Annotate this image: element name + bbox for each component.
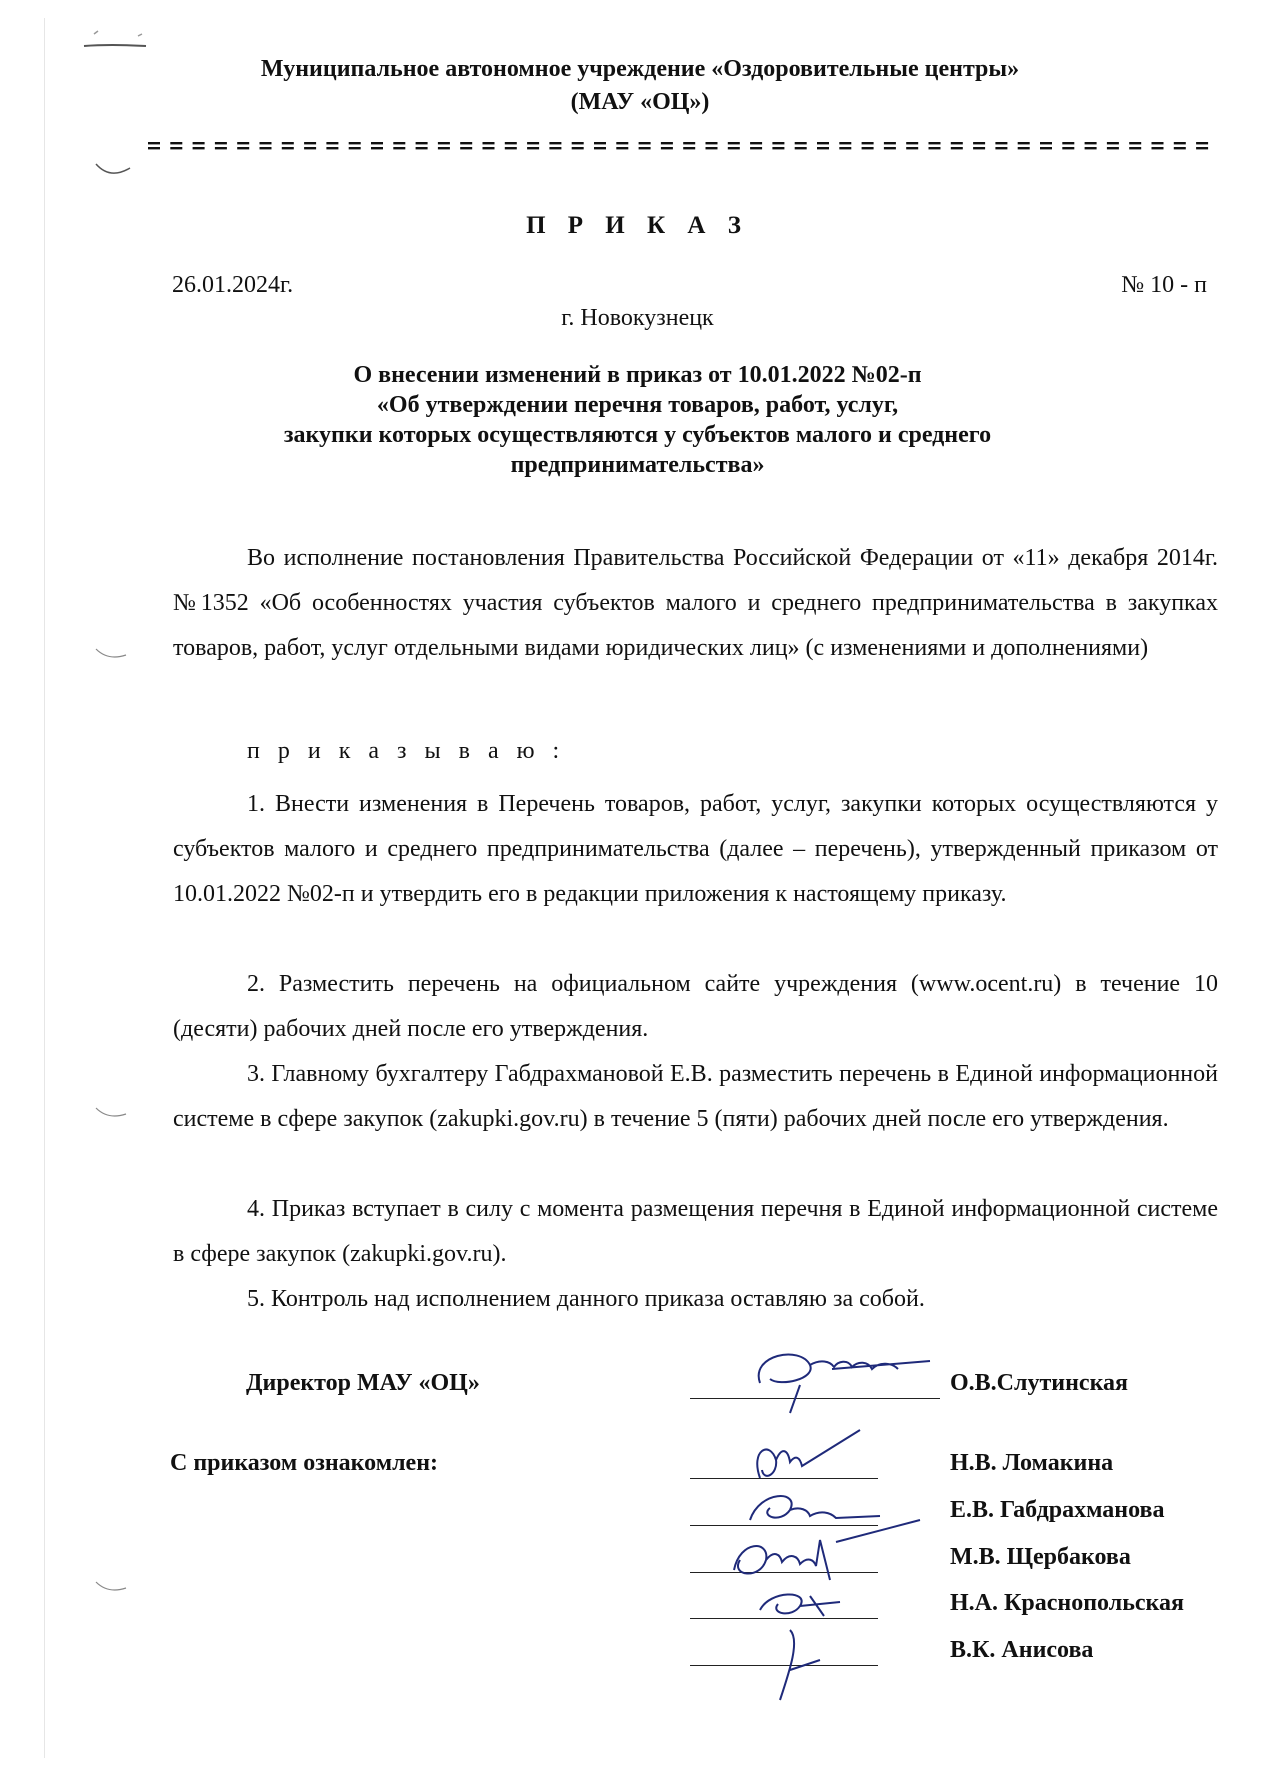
order-item-4 [173,1187,1218,1277]
director-signature [740,1335,940,1415]
order-number: № 10 - п [1121,272,1207,298]
ack-name: Н.В. Ломакина [950,1450,1114,1476]
order-item-5 [173,1277,1218,1322]
punch-hole-mark [92,1578,134,1600]
punch-hole-mark [92,160,134,182]
director-name: О.В.Слутинская [950,1370,1129,1396]
acknowledgement-label: С приказом ознакомлен: [170,1450,439,1476]
preamble-text: Во исполнение постановления Правительства Российской Федерации от «11» декабря 2014г. №1352 «Об особенностях участия субъектов малого и среднего предпринимательства в закупках товаров, работ, услуг отдельными видами юридических лиц» (с изменениями и дополнениями) [173,545,1218,661]
order-item-2 [173,962,1218,1052]
acknowledgement-signatures [720,1420,940,1710]
order-item-text: 1. Внести изменения в Перечень товаров, работ, услуг, закупки которых осуществляются у субъектов малого и среднего предпринимательства (далее – перечень), утвержденный приказом от 10.01.2022 №02-п и утвердить его в редакции приложения к настоящему приказу. [173,791,1218,907]
preamble-paragraph [173,536,1218,671]
order-city: г. Новокузнецк [561,305,714,331]
org-name: Муниципальное автономное учреждение «Оздоровительные центры» [260,56,1020,82]
order-date: 26.01.2024г. [172,272,294,298]
subject-line: закупки которых осуществляются у субъектов малого и среднего [283,422,992,448]
order-subject [200,360,1075,480]
subject-line: О внесении изменений в приказ от 10.01.2022 №02-п [353,362,922,388]
scan-edge-line [44,18,45,1758]
ack-name: Н.А. Краснопольская [950,1590,1184,1616]
ack-name: Е.В. Габдрахманова [950,1497,1165,1523]
header-separator [148,140,1230,152]
order-item-text: 2. Разместить перечень на официальном сайте учреждения (www.ocent.ru) в течение 10 (десяти) рабочих дней после его утверждения. [173,971,1218,1042]
order-item-text: 3. Главному бухгалтеру Габдрахмановой Е.В. разместить перечень в Единой информационной системе в сфере закупок (zakupki.gov.ru) в течение 5 (пяти) рабочих дней после его утверждения. [173,1061,1218,1132]
ack-name: М.В. Щербакова [950,1544,1131,1570]
punch-hole-mark [92,645,134,667]
order-item-3 [173,1052,1218,1142]
order-item-text: 5. Контроль над исполнением данного приказа оставляю за собой. [247,1286,925,1312]
order-item-text: 4. Приказ вступает в силу с момента размещения перечня в Единой информационной системе в сфере закупок (zakupki.gov.ru). [173,1196,1218,1267]
document-title: П Р И К А З [526,212,749,239]
corner-mark [80,24,150,54]
punch-hole-mark [92,1104,134,1126]
ack-name: В.К. Анисова [950,1637,1094,1663]
subject-line: «Об утверждении перечня товаров, работ, услуг, [376,392,899,418]
order-item-1 [173,782,1218,917]
org-abbreviation: (МАУ «ОЦ») [570,89,710,115]
director-label: Директор МАУ «ОЦ» [246,1370,480,1396]
subject-line: предпринимательства» [510,452,765,478]
order-word: п р и к а з ы в а ю : [247,738,566,764]
